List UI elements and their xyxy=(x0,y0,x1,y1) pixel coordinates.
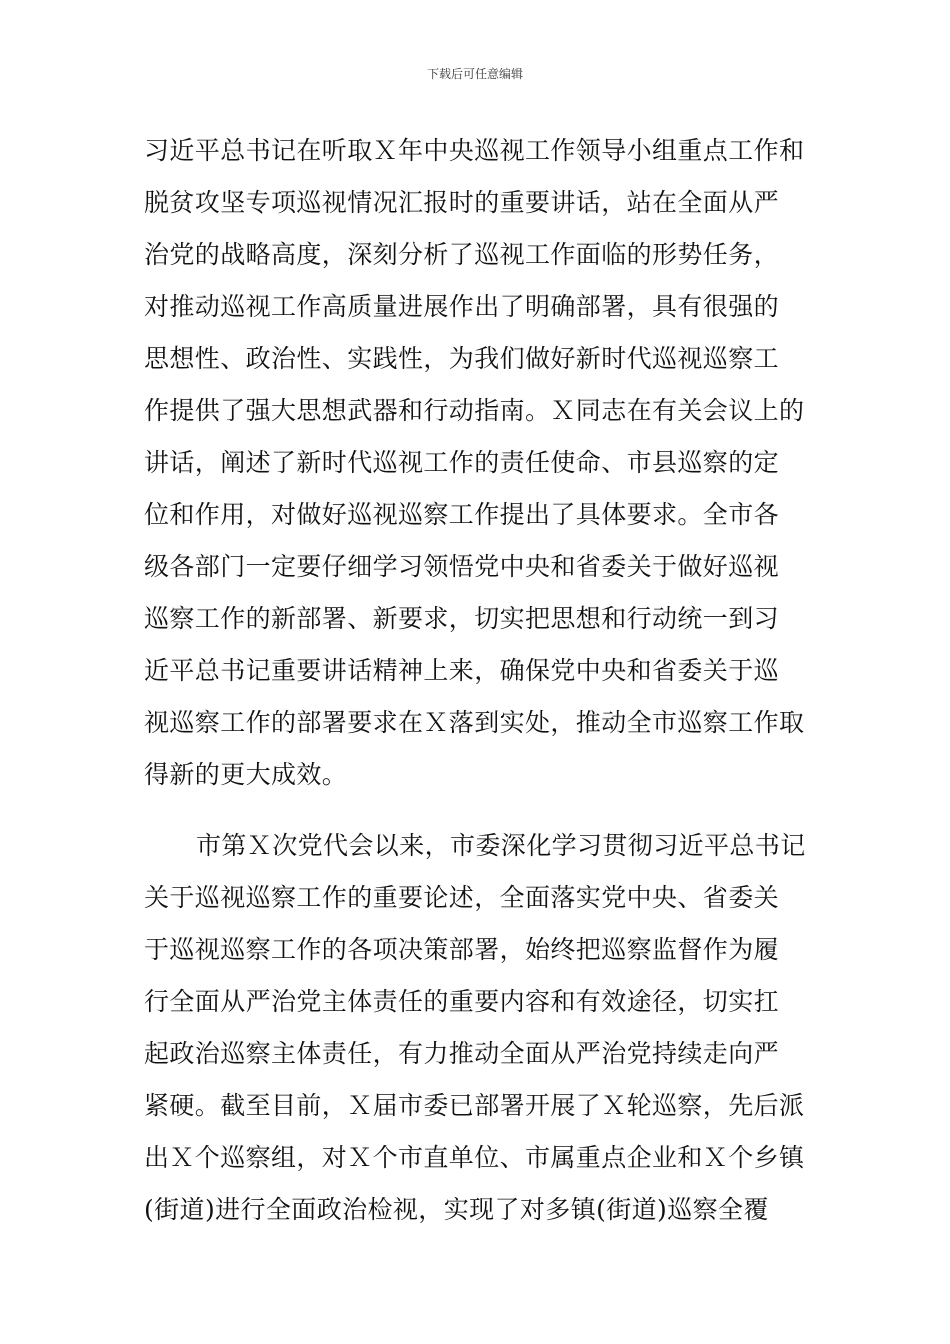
paragraph-line: 关于巡视巡察工作的重要论述，全面落实党中央、省委关 xyxy=(144,883,780,912)
paragraph-line: 巡察工作的新部署、新要求，切实把思想和行动统一到习 xyxy=(144,604,780,633)
paragraph-line: 思想性、政治性、实践性，为我们做好新时代巡视巡察工 xyxy=(144,344,780,373)
paragraph-line: 治党的战略高度，深刻分析了巡视工作面临的形势任务， xyxy=(144,240,780,269)
paragraph-1 xyxy=(144,125,809,801)
paragraph-line: 讲话，阐述了新时代巡视工作的责任使命、市县巡察的定 xyxy=(144,448,780,477)
paragraph-line: 对推动巡视工作高质量进展作出了明确部署，具有很强的 xyxy=(144,292,780,321)
paragraph-line: 紧硬。截至目前，Ｘ届市委已部署开展了Ｘ轮巡察，先后派 xyxy=(144,1091,805,1120)
paragraph-line: 脱贫攻坚专项巡视情况汇报时的重要讲话，站在全面从严 xyxy=(144,188,780,217)
paragraph-line: (街道)进行全面政治检视，实现了对多镇(街道)巡察全覆 xyxy=(144,1195,769,1224)
paragraph-line: 起政治巡察主体责任，有力推动全面从严治党持续走向严 xyxy=(144,1039,780,1068)
paragraph-line: 得新的更大成效。 xyxy=(144,760,348,789)
page-header: 下载后可任意编辑 xyxy=(426,67,523,81)
paragraph-line: 习近平总书记在听取Ｘ年中央巡视工作领导小组重点工作和 xyxy=(144,136,805,165)
paragraph-line: 作提供了强大思想武器和行动指南。Ｘ同志在有关会议上的 xyxy=(144,396,805,425)
paragraph-2 xyxy=(144,820,809,1236)
paragraph-line: 近平总书记重要讲话精神上来，确保党中央和省委关于巡 xyxy=(144,656,780,685)
paragraph-line: 级各部门一定要仔细学习领悟党中央和省委关于做好巡视 xyxy=(144,552,780,581)
paragraph-line: 出Ｘ个巡察组，对Ｘ个市直单位、市属重点企业和Ｘ个乡镇 xyxy=(144,1143,805,1172)
paragraph-line: 位和作用，对做好巡视巡察工作提出了具体要求。全市各 xyxy=(144,500,780,529)
paragraph-line: 行全面从严治党主体责任的重要内容和有效途径，切实扛 xyxy=(144,987,780,1016)
paragraph-line: 于巡视巡察工作的各项决策部署，始终把巡察监督作为履 xyxy=(144,935,780,964)
paragraph-line: 视巡察工作的部署要求在Ｘ落到实处，推动全市巡察工作取 xyxy=(144,708,805,737)
paragraph-line: 市第Ｘ次党代会以来，市委深化学习贯彻习近平总书记 xyxy=(196,831,806,860)
